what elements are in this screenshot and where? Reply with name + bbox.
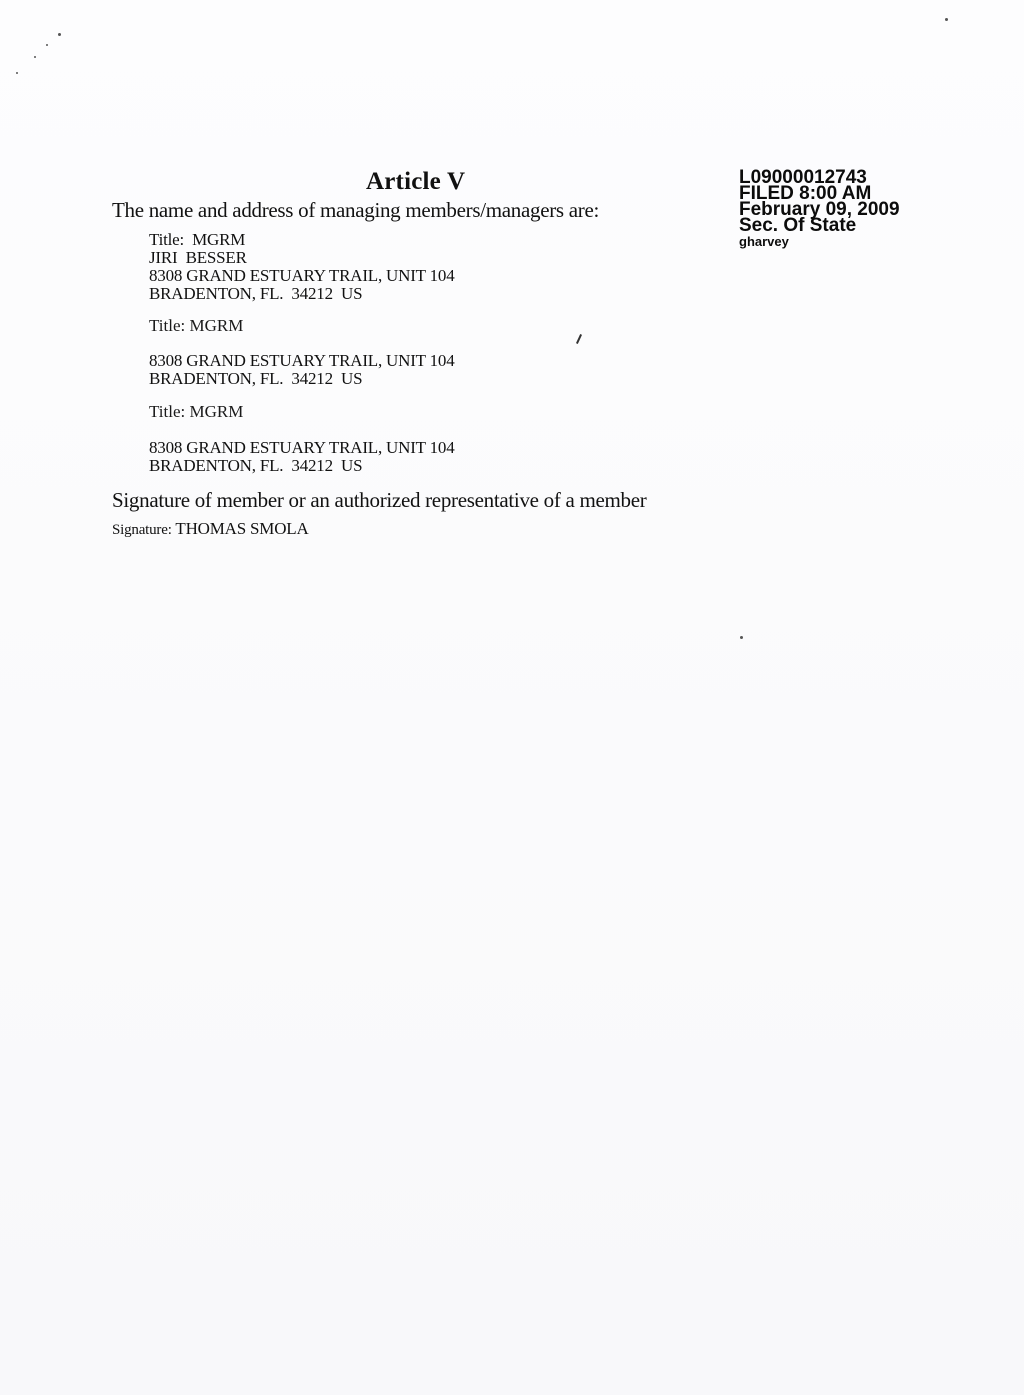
filing-stamp (739, 167, 900, 250)
manager-entry (149, 352, 455, 388)
document-number: L09000012743 (739, 167, 867, 188)
scan-speck (34, 56, 36, 58)
manager-address-line-2: BRADENTON, FL. 34212 US (149, 284, 363, 303)
manager-title: Title: MGRM (149, 230, 246, 249)
clerk-name: gharvey (739, 234, 789, 249)
signature-line (112, 519, 309, 539)
manager-title: Title: MGRM (149, 402, 244, 421)
stray-pen-mark (576, 334, 582, 344)
manager-entry (149, 231, 455, 303)
filing-office: Sec. Of State (739, 215, 857, 236)
scan-speck (16, 72, 18, 74)
article-intro: The name and address of managing members/managers are: (112, 198, 600, 222)
signature-name: THOMAS SMOLA (175, 519, 309, 538)
manager-title: Title: MGRM (149, 316, 244, 335)
scan-speck (58, 33, 61, 36)
manager-name: JIRI BESSER (149, 248, 247, 267)
scan-speck (740, 636, 743, 639)
filed-time: FILED 8:00 AM (739, 183, 872, 204)
filed-date: February 09, 2009 (739, 199, 900, 220)
manager-address-line-2: BRADENTON, FL. 34212 US (149, 456, 363, 475)
manager-address-line-2: BRADENTON, FL. 34212 US (149, 369, 363, 388)
article-heading: Article V (366, 168, 466, 195)
manager-entry (149, 439, 455, 475)
manager-address-line-1: 8308 GRAND ESTUARY TRAIL, UNIT 104 (149, 266, 455, 285)
scan-speck (945, 18, 948, 21)
scan-speck (46, 44, 48, 46)
signature-label: Signature: (112, 522, 172, 538)
manager-address-line-1: 8308 GRAND ESTUARY TRAIL, UNIT 104 (149, 351, 455, 370)
manager-address-line-1: 8308 GRAND ESTUARY TRAIL, UNIT 104 (149, 438, 455, 457)
signature-heading: Signature of member or an authorized representative of a member (112, 488, 647, 512)
